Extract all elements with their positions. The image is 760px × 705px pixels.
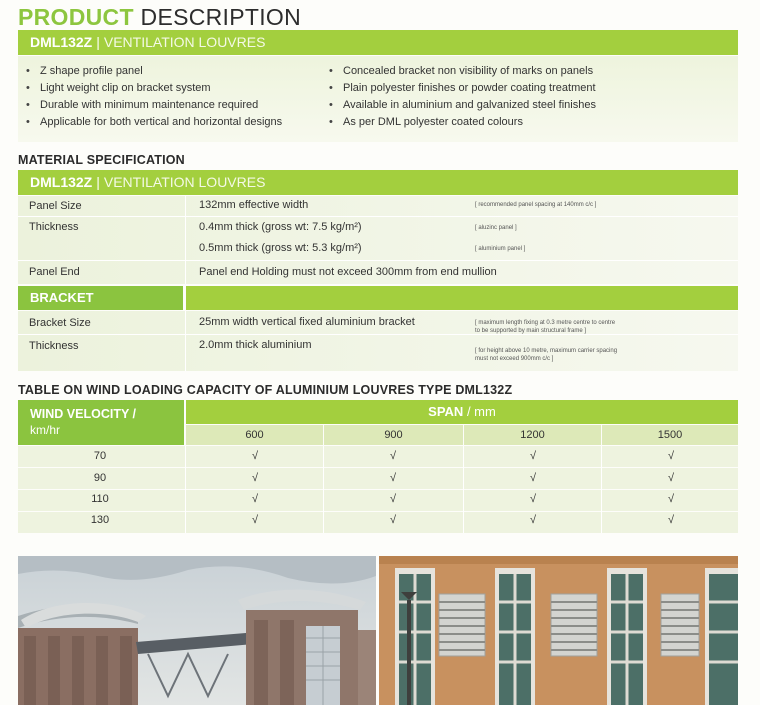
spec-label: Panel Size <box>29 200 82 212</box>
louvres-facade-photo <box>379 556 738 705</box>
velocity-cell: 70 <box>93 450 107 462</box>
spec-value: Panel end Holding must not exceed 300mm from end mullion <box>199 266 497 278</box>
material-section-title: MATERIAL SPECIFICATION <box>18 153 185 167</box>
product-name: VENTILATION LOUVRES <box>103 34 266 50</box>
check-cell: √ <box>529 450 537 462</box>
bracket-column-divider <box>185 311 186 371</box>
spec-label: Thickness <box>29 221 79 233</box>
wind-velocity-label: WIND VELOCITY / <box>30 407 137 421</box>
material-bar-code: DML132Z <box>30 174 93 190</box>
bracket-label: Bracket Size <box>29 317 91 329</box>
title-description: DESCRIPTION <box>140 4 302 30</box>
feature-item: • Applicable for both vertical and horizontal designs <box>26 114 282 131</box>
check-cell: √ <box>667 514 675 526</box>
check-cell: √ <box>529 493 537 505</box>
page-title <box>18 4 301 30</box>
material-row-divider <box>18 216 738 217</box>
feature-item: • Durable with minimum maintenance required <box>26 97 282 114</box>
spec-note: [ aluminium panel ] <box>475 246 526 252</box>
check-cell: √ <box>251 472 259 484</box>
feature-item: • Light weight clip on bracket system <box>26 80 282 97</box>
check-cell: √ <box>529 472 537 484</box>
span-unit: / mm <box>466 404 496 419</box>
check-cell: √ <box>667 493 675 505</box>
check-cell: √ <box>529 514 537 526</box>
spec-value: 0.5mm thick (gross wt: 5.3 kg/m²) <box>199 242 362 254</box>
check-cell: √ <box>667 450 675 462</box>
spec-value: 132mm effective width <box>199 199 309 211</box>
bracket-value: 2.0mm thick aluminium <box>199 339 312 351</box>
span-column-header: 1200 <box>464 425 601 445</box>
check-cell: √ <box>251 493 259 505</box>
feature-item: • Available in aluminium and galvanized steel finishes <box>329 97 596 114</box>
check-cell: √ <box>389 493 397 505</box>
material-column-divider <box>185 196 186 284</box>
product-code: DML132Z <box>30 34 93 50</box>
feature-item: • Plain polyester finishes or powder coating treatment <box>329 80 596 97</box>
bracket-note: [ maximum length fixing at 0.3 metre centre to centre <box>475 320 616 326</box>
span-column-header: 1500 <box>602 425 738 445</box>
bracket-value: 25mm width vertical fixed aluminium bracket <box>199 316 415 328</box>
check-cell: √ <box>389 472 397 484</box>
check-cell: √ <box>251 450 259 462</box>
feature-item: • Concealed bracket non visibility of marks on panels <box>329 63 596 80</box>
spec-label: Panel End <box>29 266 80 278</box>
wind-velocity-header <box>18 400 184 445</box>
bracket-row-divider <box>18 334 738 335</box>
velocity-cell: 110 <box>91 493 109 505</box>
features-right-list <box>329 63 596 131</box>
wind-velocity-unit: km/hr <box>30 423 60 437</box>
span-label: SPAN <box>428 404 464 419</box>
feature-item: • Z shape profile panel <box>26 63 282 80</box>
check-cell: √ <box>667 472 675 484</box>
check-cell: √ <box>251 514 259 526</box>
product-bar <box>18 30 738 55</box>
spec-note: [ aluzinc panel ] <box>475 225 517 231</box>
velocity-cell: 90 <box>93 472 107 484</box>
feature-item: • As per DML polyester coated colours <box>329 114 596 131</box>
bracket-label: Thickness <box>29 340 79 352</box>
features-left-list <box>26 63 282 131</box>
material-row-divider <box>18 260 738 261</box>
span-column-header: 900 <box>324 425 463 445</box>
velocity-cell: 130 <box>90 514 110 526</box>
span-header <box>186 400 738 424</box>
material-bar-name: VENTILATION LOUVRES <box>103 174 266 190</box>
bracket-note: must not exceed 900mm c/c ] <box>475 356 554 362</box>
product-separator: | <box>96 34 100 50</box>
title-product: PRODUCT <box>18 4 134 30</box>
span-column-header: 600 <box>186 425 323 445</box>
wind-section-title: TABLE ON WIND LOADING CAPACITY OF ALUMINIUM LOUVRES TYPE DML132Z <box>18 383 513 397</box>
bracket-header-bar <box>186 286 738 310</box>
bracket-note: [ for height above 10 metre, maximum carrier spacing <box>475 348 618 354</box>
check-cell: √ <box>389 450 397 462</box>
bracket-note: to be supported by main structural frame ] <box>475 328 587 334</box>
bracket-header: BRACKET <box>18 286 183 310</box>
material-bar <box>18 170 738 195</box>
spec-value: 0.4mm thick (gross wt: 7.5 kg/m²) <box>199 221 362 233</box>
material-bar-separator: | <box>96 174 100 190</box>
spec-note: [ recommended panel spacing at 140mm c/c ] <box>475 202 597 208</box>
check-cell: √ <box>389 514 397 526</box>
building-canopy-photo <box>18 556 376 705</box>
